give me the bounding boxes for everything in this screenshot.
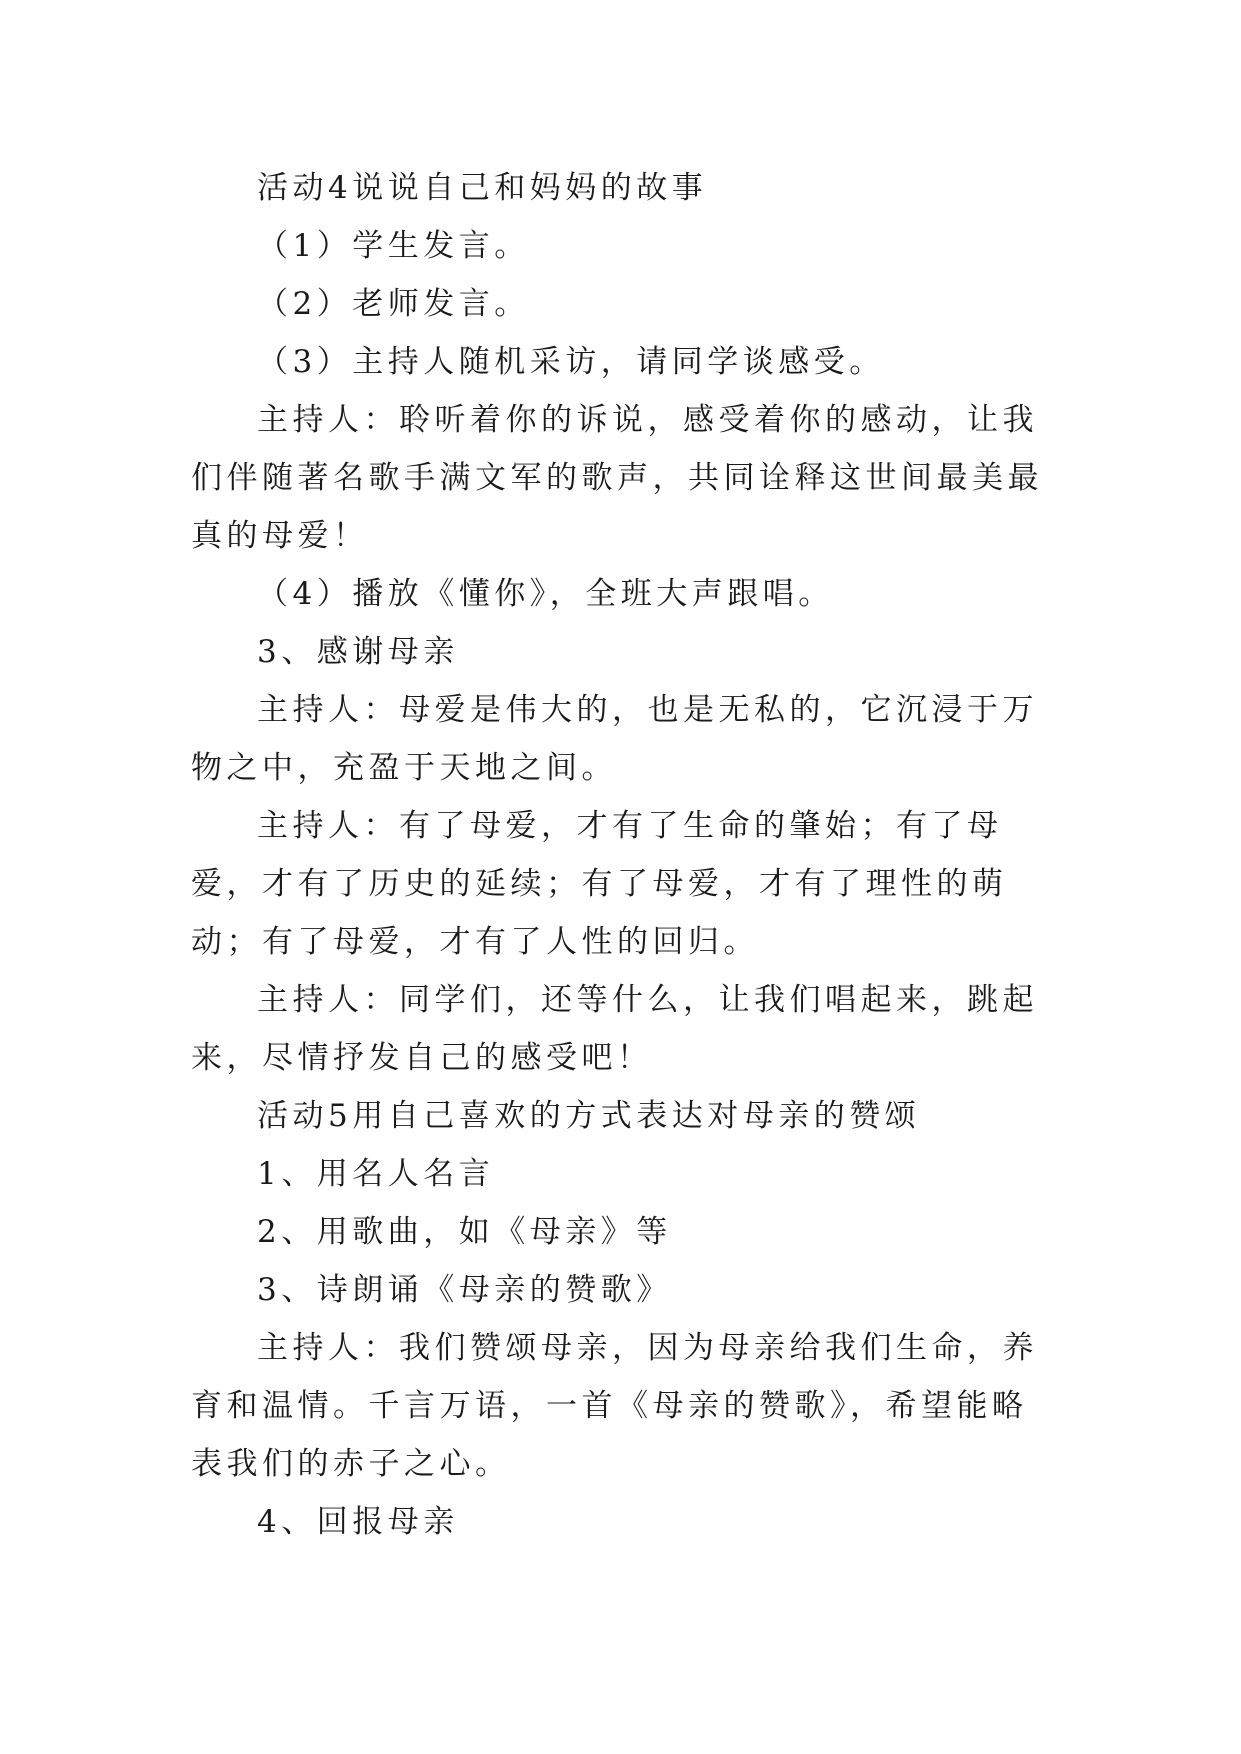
section-heading: 3、感谢母亲	[257, 634, 459, 670]
list-item: （3）主持人随机采访，请同学谈感受。	[257, 344, 885, 380]
activity-5-heading: 活动5用自己喜欢的方式表达对母亲的赞颂	[257, 1098, 921, 1134]
document-body	[191, 159, 1053, 1551]
list-item: 1、用名人名言	[257, 1156, 495, 1192]
host-speech: 主持人：有了母爱，才有了生命的肇始；有了母爱，才有了历史的延续；有了母爱，才有了理性的萌动；有了母爱，才有了人性的回归。	[191, 808, 1008, 960]
list-item: 3、诗朗诵《母亲的赞歌》	[257, 1272, 672, 1308]
list-item: 2、用歌曲，如《母亲》等	[257, 1214, 672, 1250]
host-speech: 主持人：母爱是伟大的，也是无私的，它沉浸于万物之中，充盈于天地之间。	[191, 692, 1038, 786]
section-heading: 4、回报母亲	[257, 1504, 459, 1540]
list-item: （2）老师发言。	[257, 286, 530, 322]
activity-4-heading: 活动4说说自己和妈妈的故事	[257, 170, 708, 206]
host-speech: 主持人：我们赞颂母亲，因为母亲给我们生命，养育和温情。千言万语，一首《母亲的赞歌》，希望能略表我们的赤子之心。	[191, 1330, 1038, 1482]
list-item: （4）播放《懂你》，全班大声跟唱。	[257, 576, 834, 612]
list-item: （1）学生发言。	[257, 228, 530, 264]
host-speech: 主持人：同学们，还等什么，让我们唱起来，跳起来，尽情抒发自己的感受吧！	[191, 982, 1038, 1076]
host-speech: 主持人：聆听着你的诉说，感受着你的感动，让我们伴随著名歌手满文军的歌声，共同诠释这世间最美最真的母爱！	[191, 402, 1043, 554]
